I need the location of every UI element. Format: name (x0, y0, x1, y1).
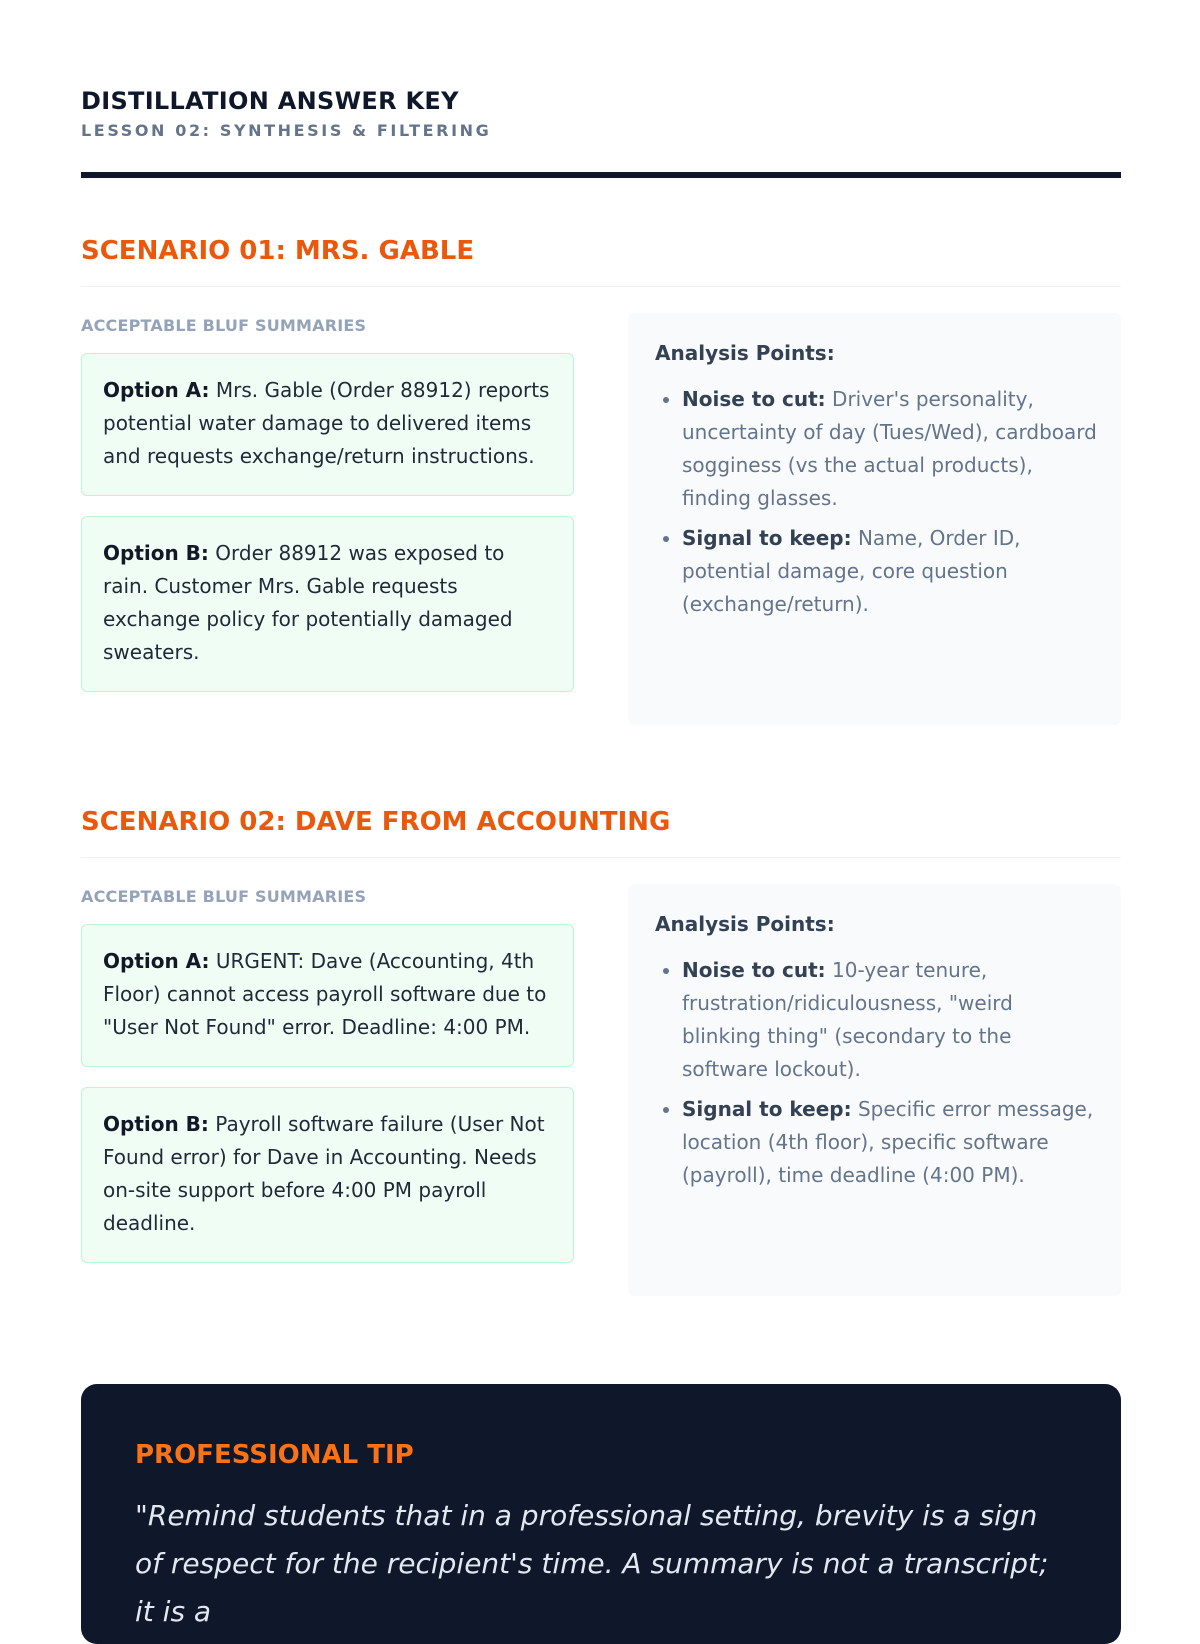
analysis-panel (628, 313, 1121, 725)
analysis-title: Analysis Points: (655, 912, 835, 936)
option-text: Payroll software failure (User Not Found error) for Dave in Accounting. Needs on-site support before 4:00 PM payroll deadline. (103, 1112, 545, 1235)
analysis-list (655, 954, 1097, 1192)
option-label: Option B: (103, 1112, 209, 1136)
scenario-section (81, 805, 1121, 1296)
option-card (81, 353, 574, 496)
option-text: URGENT: Dave (Accounting, 4th Floor) cannot access payroll software due to "User Not Found" error. Deadline: 4:00 PM. (103, 949, 547, 1039)
answer-key-page (81, 0, 1121, 1628)
document-subtitle: LESSON 02: SYNTHESIS & FILTERING (81, 121, 492, 140)
option-card (81, 924, 574, 1067)
analysis-point-text: 10-year tenure, frustration/ridiculousness, "weird blinking thing" (secondary to the software lockout). (682, 958, 1013, 1081)
header-divider (81, 172, 1121, 178)
scenario-title: SCENARIO 02: DAVE FROM ACCOUNTING (81, 807, 671, 837)
scenario-columns (81, 886, 1121, 1296)
scenario-section (81, 234, 1121, 725)
option-label: Option B: (103, 541, 209, 565)
analysis-point (682, 954, 1097, 1086)
analysis-title: Analysis Points: (655, 341, 835, 365)
summaries-label: ACCEPTABLE BLUF SUMMARIES (81, 316, 367, 335)
tip-quote: "Remind students that in a professional setting, brevity is a sign of respect for the recipient's time. A summary is not a transcript; it is a (135, 1499, 1049, 1628)
option-card (81, 516, 574, 692)
option-card (81, 1087, 574, 1263)
summaries-label: ACCEPTABLE BLUF SUMMARIES (81, 887, 367, 906)
analysis-point-label: Signal to keep: (682, 1097, 852, 1121)
scenario-divider (81, 857, 1121, 858)
document-header (81, 0, 1121, 178)
option-label: Option A: (103, 378, 210, 402)
analysis-list (655, 383, 1097, 621)
analysis-point-text: Specific error message, location (4th floor), specific software (payroll), time deadline (4:00 PM). (682, 1097, 1094, 1187)
analysis-point-text: Driver's personality, uncertainty of day (Tues/Wed), cardboard sogginess (vs the actual products), finding glasses. (682, 387, 1097, 510)
analysis-point-label: Noise to cut: (682, 387, 826, 411)
document-title: DISTILLATION ANSWER KEY (81, 87, 459, 115)
analysis-point (682, 383, 1097, 515)
option-text: Order 88912 was exposed to rain. Customer Mrs. Gable requests exchange policy for potentially damaged sweaters. (103, 541, 513, 664)
tip-title: PROFESSIONAL TIP (135, 1440, 414, 1470)
analysis-point-text: Name, Order ID, potential damage, core question (exchange/return). (682, 526, 1021, 616)
summaries-column (81, 315, 574, 725)
analysis-point (682, 522, 1097, 621)
summaries-column (81, 886, 574, 1296)
option-text: Mrs. Gable (Order 88912) reports potential water damage to delivered items and requests exchange/return instructions. (103, 378, 550, 468)
analysis-panel (628, 884, 1121, 1296)
option-label: Option A: (103, 949, 210, 973)
scenario-divider (81, 286, 1121, 287)
analysis-point (682, 1093, 1097, 1192)
professional-tip-panel (81, 1384, 1121, 1644)
scenario-title: SCENARIO 01: MRS. GABLE (81, 236, 475, 266)
scenario-columns (81, 315, 1121, 725)
analysis-point-label: Noise to cut: (682, 958, 826, 982)
analysis-point-label: Signal to keep: (682, 526, 852, 550)
